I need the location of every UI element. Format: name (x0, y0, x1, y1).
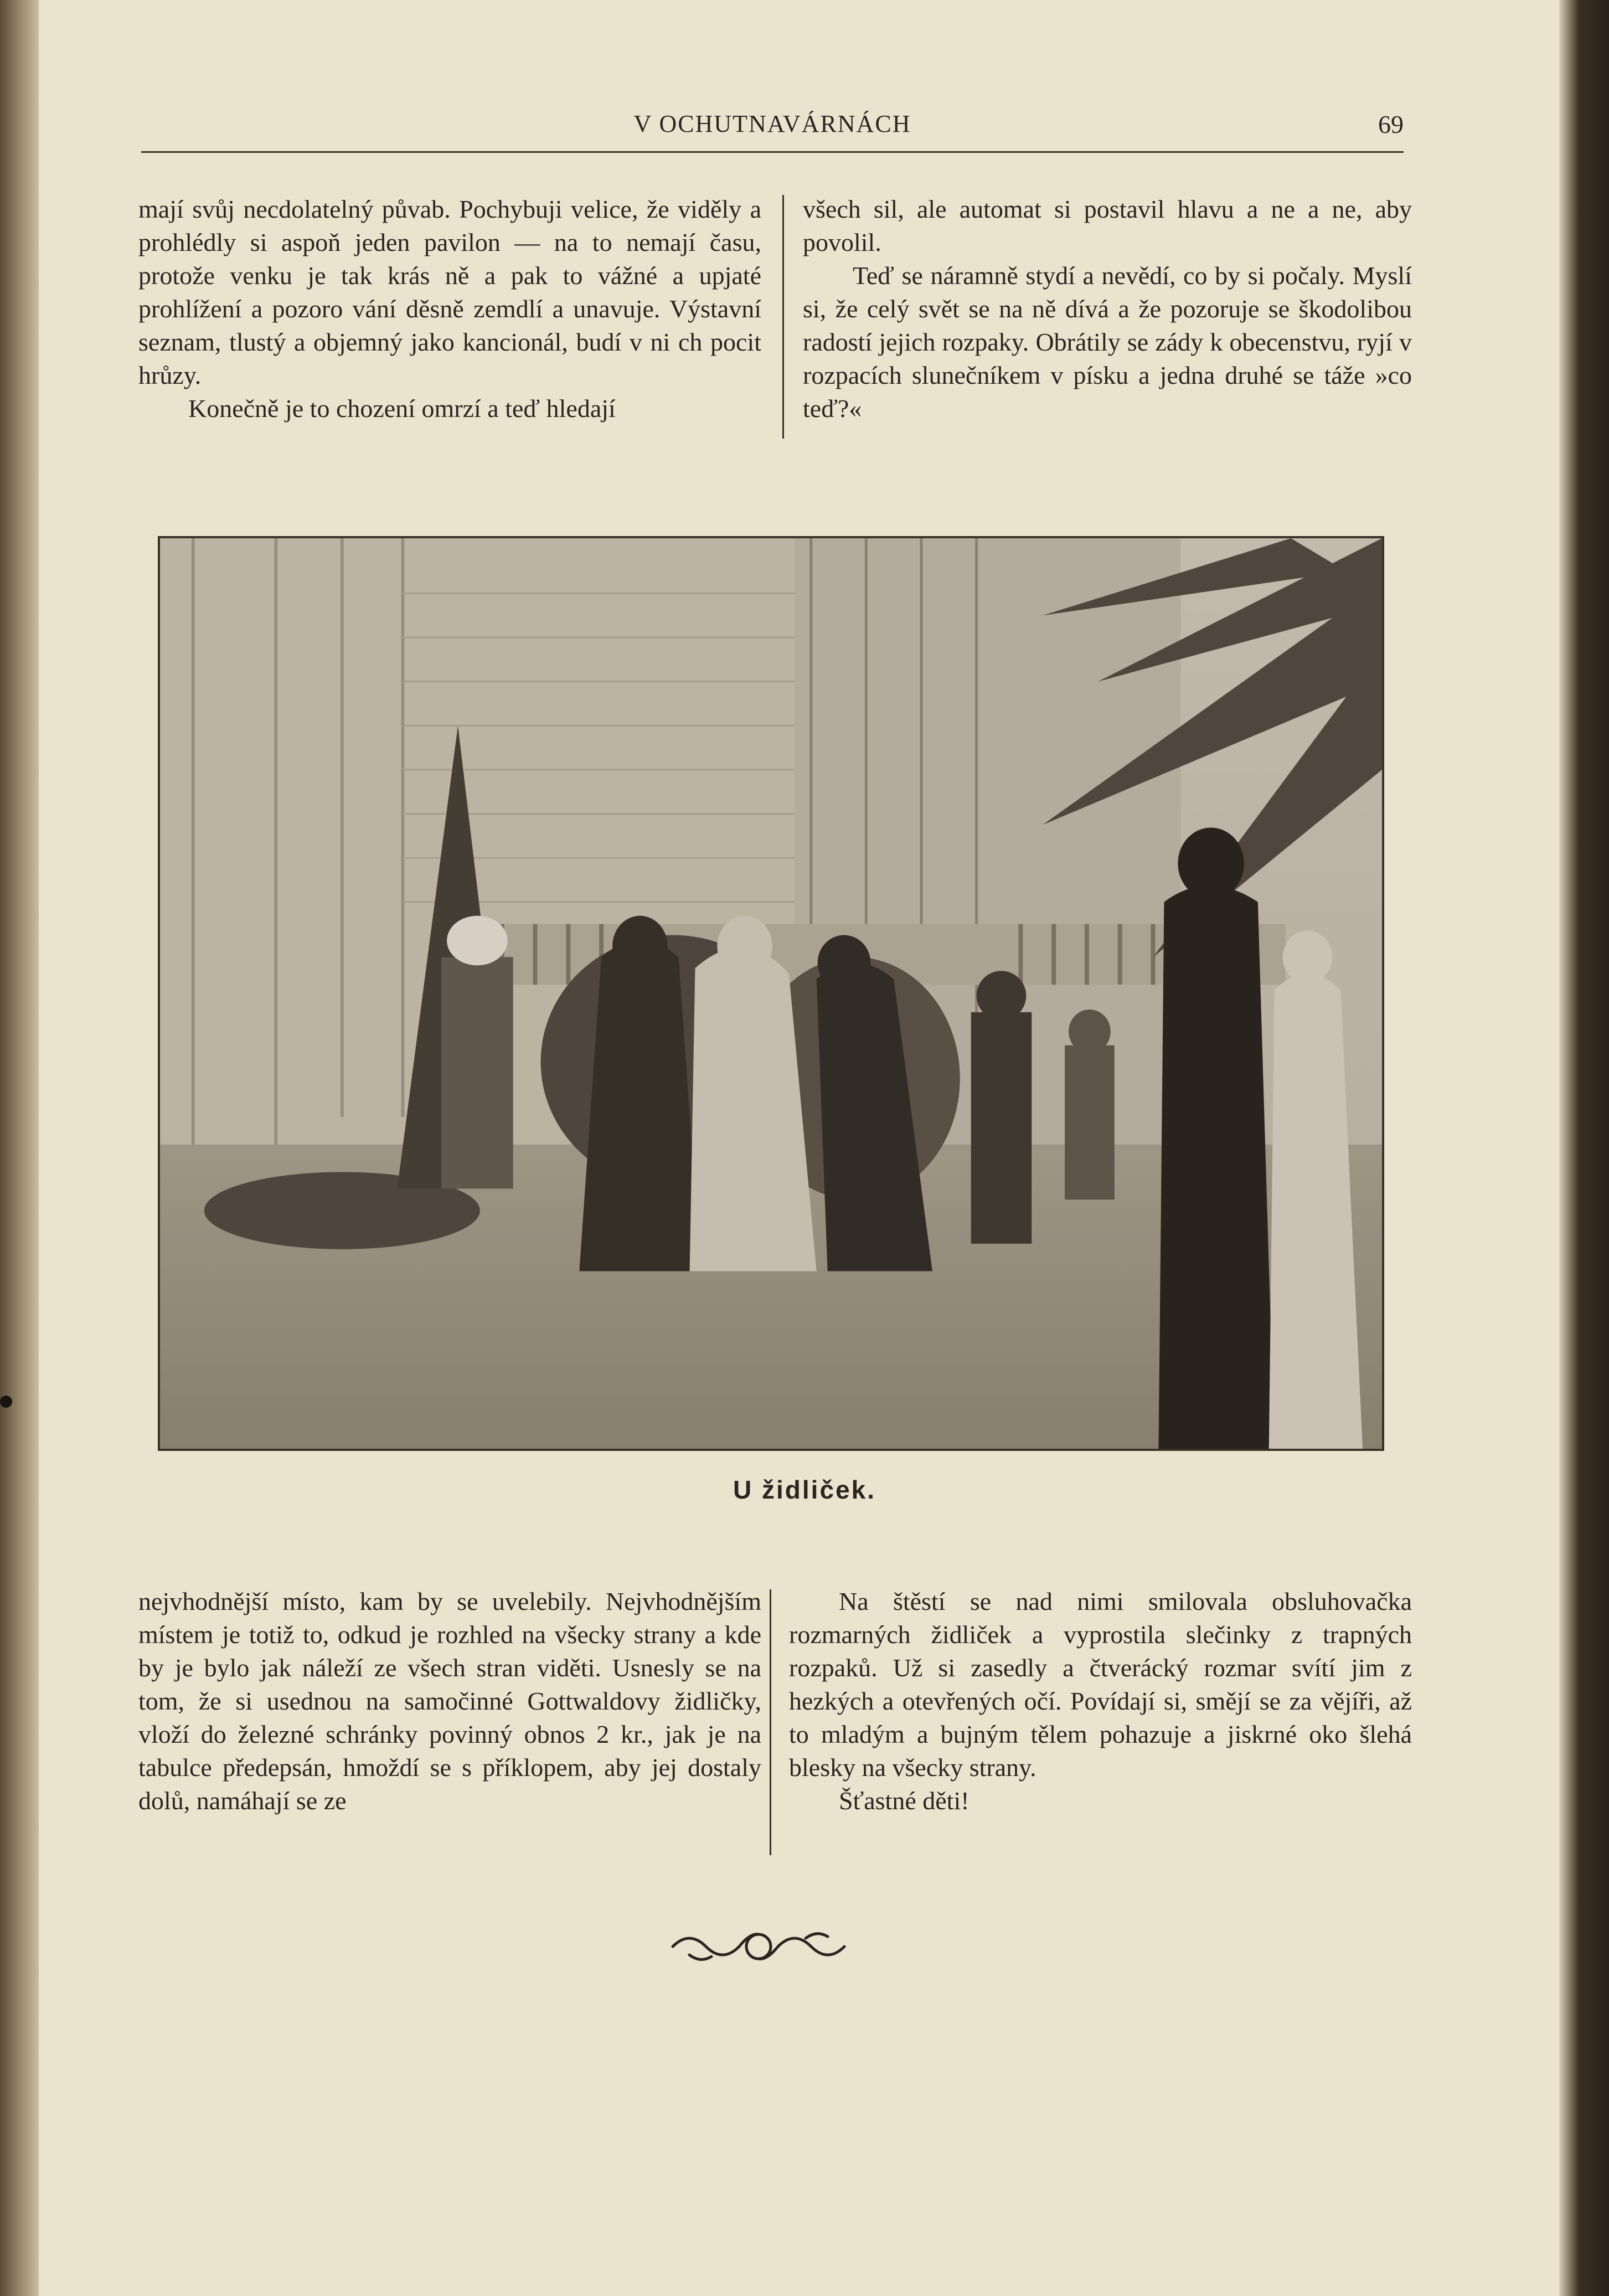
running-header (141, 110, 1404, 154)
decorative-ornament-icon (667, 1924, 850, 1969)
photo-illustration (160, 538, 1382, 1449)
bottom-right-column (789, 1585, 1412, 1818)
paragraph: Konečně je to chození omrzí a teď hledají (188, 394, 616, 423)
top-right-column (803, 193, 1412, 425)
paragraph: Šťastné děti! (839, 1787, 969, 1815)
paragraph: všech sil, ale automat si postavil hlavu a ne a ne, aby povolil. (803, 195, 1412, 256)
running-title: V OCHUTNAVÁRNÁCH (633, 110, 911, 137)
top-left-column (138, 193, 761, 425)
bottom-left-column (138, 1585, 761, 1818)
column-divider (770, 1589, 771, 1855)
paragraph: Na štěstí se nad nimi smilovala obsluhovačka rozmarných židliček a vyprostila slečinky z trapných rozpaků. Už si zasedly a čtverácký rozmar svítí jim z hezkých a otevřených očí. Povídají si, smějí se za vějíři, až to mladým a bujným tělem pohazuje a jiskrné oko šlehá blesky na všecky strany. (789, 1587, 1412, 1782)
paragraph: mají svůj necdolatelný půvab. Pochybuji velice, že viděly a prohlédly si aspoň jeden pavilon — na to nemají času, protože venku je tak krás ně a pak to vážné a upjaté prohlížení a pozoro vání děsně zemdlí a unavuje. Výstavní seznam, tlustý a objemný jako kancionál, budí v ni ch pocit hrůzy. (138, 195, 761, 389)
halftone-photograph (158, 536, 1384, 1451)
page-binding-shadow (0, 0, 39, 2296)
paragraph: Teď se náramně stydí a nevědí, co by si počaly. Myslí si, že celý svět se na ně dívá a že pozoruje se škodolibou radostí jejich rozpaky. Obrátily se zády k obecenstvu, ryjí v rozpacích slunečníkem v písku a jedna druhé se táže »co teď?« (803, 261, 1412, 423)
page-number: 69 (1378, 110, 1404, 138)
margin-mark (0, 1396, 12, 1408)
column-divider (782, 195, 784, 439)
page-edge-shadow (1559, 0, 1609, 2296)
figure-caption: U židliček. (733, 1475, 876, 1504)
paragraph: nejvhodnější místo, kam by se uvelebily. Nejvhodnějším místem je totiž to, odkud je rozhled na všecky strany a kde by je bylo jak náleží ze všech stran viděti. Usnesly se na tom, že si usednou na samočinné Gottwaldovy židličky, vloží do železné schránky povinný obnos 2 kr., jak je na tabulce předepsán, hmoždí se s příklopem, aby jej dostaly dolů, namáhají se ze (138, 1587, 761, 1815)
header-rule (141, 151, 1404, 153)
